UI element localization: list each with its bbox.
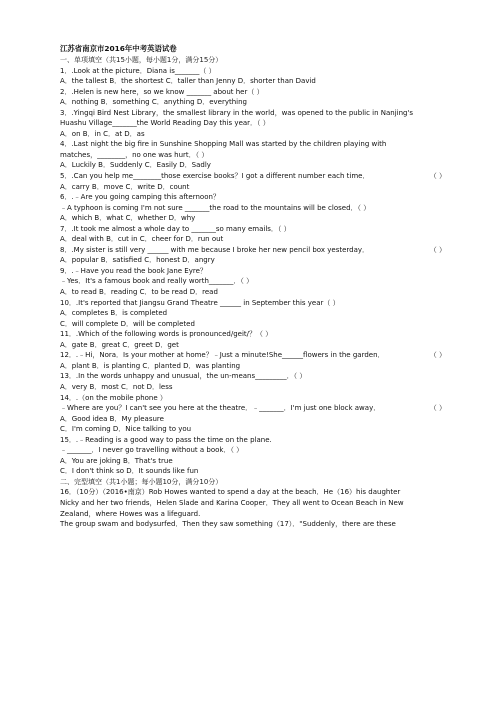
line-text: 7．.It took me almost a whole day to _______so many emails．（ ）: [60, 224, 291, 233]
question-text: [60, 171, 450, 182]
answer-options: [60, 255, 450, 266]
question-text: [60, 203, 450, 214]
question-text: [60, 66, 450, 77]
line-text: Huashu Village_______the World Reading Day this year．（ ）: [60, 119, 270, 128]
line-text: 11．.Which of the following words is pronounced/geit/？（ ）: [60, 330, 273, 339]
answer-options: [60, 319, 450, 330]
line-text: A．carry B．move C．write D．count: [60, 182, 190, 191]
line-text: A．Good idea B．My pleasure: [60, 414, 164, 423]
question-text: [60, 276, 450, 287]
question-text: [60, 403, 450, 414]
line-text: ﹣Where are you？I can't see you here at the theatre．﹣_______．I'm just one block away．: [60, 404, 381, 413]
question-text: [60, 245, 450, 256]
exam-page: [60, 44, 450, 530]
line-text: A．to read B．reading C．to be read D．read: [60, 288, 218, 297]
line-text: 1．.Look at the picture．Diana is_______（ ）: [60, 66, 216, 75]
answer-options: [60, 129, 450, 140]
line-text: 8．.My sister is still very ______ with me because I broke her new pencil box yesterday．: [60, 245, 370, 254]
answer-options: [60, 466, 450, 477]
question-text: [60, 139, 450, 150]
line-text: Zealand，where Howes was a lifeguard.: [60, 509, 201, 518]
answer-options: [60, 414, 450, 425]
line-text: ﹣_______．I never go travelling without a book．（ ）: [60, 446, 244, 455]
question-text: [60, 118, 450, 129]
question-text: [60, 87, 450, 98]
document-body: [60, 55, 450, 530]
answer-options: [60, 340, 450, 351]
line-text: 12．.﹣Hi，Nora．Is your mother at home？﹣Just a minute!She______flowers in the garden．: [60, 351, 385, 360]
line-text: 13．.In the words unhappy and unusual，the un-means_________．（ ）: [60, 372, 307, 381]
section-heading: [60, 55, 450, 66]
answer-options: [60, 234, 450, 245]
line-text: 一、单项填空（共15小题，每小题1分，满分15分）: [60, 56, 223, 64]
question-text: [60, 509, 450, 520]
answer-options: [60, 361, 450, 372]
answer-options: [60, 382, 450, 393]
answer-options: [60, 160, 450, 171]
line-text: A．which B．what C．whether D．why: [60, 214, 196, 223]
line-text: 9．.﹣Have you read the book Jane Eyre？: [60, 266, 207, 275]
answer-bracket: （ ）: [429, 404, 446, 413]
line-text: C．I don't think so D．It sounds like fun: [60, 467, 199, 476]
line-text: A．Luckily B．Suddenly C．Easily D．Sadly: [60, 161, 211, 170]
answer-options: [60, 308, 450, 319]
answer-bracket: （ ）: [429, 351, 446, 360]
question-text: [60, 108, 450, 119]
line-text: matches，________，no one was hurt．（ ）: [60, 150, 209, 159]
question-text: [60, 498, 450, 509]
line-text: 16．（10分）（2016•南京）Rob Howes wanted to spend a day at the beach．He（16）his daughter: [60, 488, 401, 497]
line-text: A．nothing B．something C．anything D．everything: [60, 98, 247, 107]
answer-options: [60, 182, 450, 193]
question-text: [60, 487, 450, 498]
line-text: The group swam and bodysurfed．Then they saw something（17）．"Suddenly，there are these: [60, 520, 396, 529]
line-text: A．popular B．satisfied C．honest D．angry: [60, 256, 215, 265]
question-text: [60, 393, 450, 404]
line-text: A．You are joking B．That's true: [60, 456, 173, 465]
line-text: 3．.Yingqi Bird Nest Library，the smallest library in the world，was opened to the public in Nanjing's: [60, 108, 414, 117]
line-text: A．the tallest B．the shortest C．taller than Jenny D．shorter than David: [60, 77, 316, 86]
question-text: [60, 350, 450, 361]
question-text: [60, 371, 450, 382]
line-text: 二、完型填空（共1小题；每小题10分，满分10分）: [60, 477, 223, 486]
answer-options: [60, 456, 450, 467]
answer-options: [60, 213, 450, 224]
line-text: 10．.It's reported that Jiangsu Grand Theatre ______ in September this year（ ）: [60, 298, 340, 307]
line-text: 2．.Helen is new here，so we know _______ about her（ ）: [60, 87, 264, 96]
question-text: [60, 298, 450, 309]
line-text: ﹣A typhoon is coming I'm not sure _______the road to the mountains will be closed．（ ）: [60, 203, 371, 212]
line-text: C．will complete D．will be completed: [60, 319, 195, 328]
answer-options: [60, 76, 450, 87]
line-text: 6．.﹣Are you going camping this afternoon？: [60, 193, 220, 202]
line-text: 15．.﹣Reading is a good way to pass the time on the plane.: [60, 435, 272, 444]
line-text: 5．.Can you help me________those exercise books？I got a different number each time．: [60, 172, 370, 181]
line-text: Nicky and her two friends，Helen Slade and Karina Cooper．They all went to Ocean Beach in New: [60, 498, 404, 507]
line-text: C．I'm coming D．Nice talking to you: [60, 425, 192, 434]
line-text: 14．.（on the mobile phone ）: [60, 393, 167, 402]
question-text: [60, 519, 450, 530]
line-text: A．very B．most C．not D．less: [60, 382, 173, 391]
answer-bracket: （ ）: [429, 245, 446, 254]
answer-options: [60, 97, 450, 108]
line-text: A．completes B．is completed: [60, 309, 168, 318]
line-text: A．gate B．great C．greet D．get: [60, 340, 179, 349]
question-text: [60, 266, 450, 277]
answer-options: [60, 424, 450, 435]
line-text: A．on B．in C．at D．as: [60, 129, 145, 138]
answer-bracket: （ ）: [429, 172, 446, 181]
line-text: ﹣Yes．It's a famous book and really worth_______．（ ）: [60, 277, 254, 286]
line-text: 4．.Last night the big fire in Sunshine Shopping Mall was started by the children playing with: [60, 140, 387, 149]
question-text: [60, 329, 450, 340]
question-text: [60, 445, 450, 456]
answer-options: [60, 287, 450, 298]
line-text: A．deal with B．cut in C．cheer for D．run out: [60, 235, 224, 244]
question-text: [60, 435, 450, 446]
section-heading: [60, 477, 450, 488]
question-text: [60, 192, 450, 203]
question-text: [60, 224, 450, 235]
line-text: A．plant B．is planting C．planted D．was planting: [60, 361, 241, 370]
question-text: [60, 150, 450, 161]
document-title: 江苏省南京市2016年中考英语试卷: [60, 44, 177, 53]
